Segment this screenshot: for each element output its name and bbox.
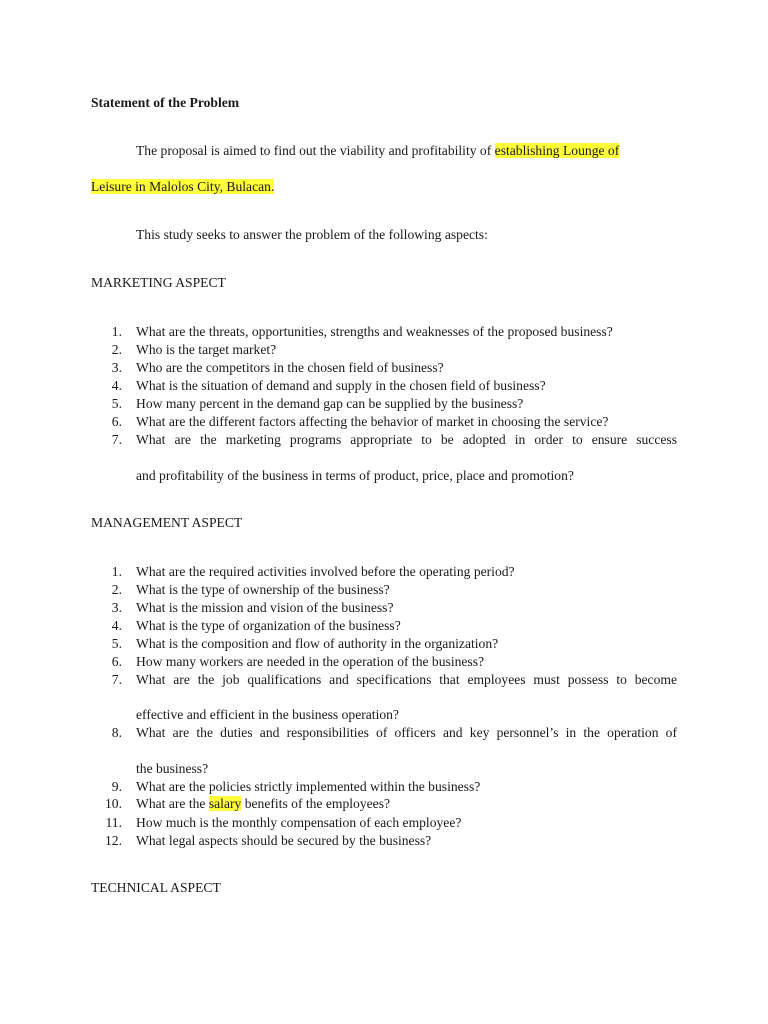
- list-text-continuation: effective and efficient in the business operation?: [136, 707, 399, 722]
- list-item: [0, 360, 768, 378]
- list-item: [0, 672, 768, 690]
- list-number: 6.: [111, 654, 122, 669]
- list-number: 1.: [111, 324, 122, 339]
- list-text: How many workers are needed in the operation of the business?: [136, 654, 485, 669]
- list-text: What are the policies strictly implemented within the business?: [136, 779, 481, 794]
- list-text: What are the duties and responsibilities of officers and key personnel’s in the operation of: [136, 725, 677, 740]
- list-number: 4.: [111, 618, 122, 633]
- list-number: 12.: [105, 833, 122, 848]
- list-text: What legal aspects should be secured by the business?: [136, 833, 432, 848]
- study-paragraph: This study seeks to answer the problem of the following aspects:: [136, 227, 488, 242]
- list-number: 7.: [111, 432, 122, 447]
- list-number: 9.: [111, 779, 122, 794]
- list-item: [0, 833, 768, 851]
- list-item: [0, 342, 768, 360]
- document-title: Statement of the Problem: [91, 95, 240, 110]
- list-text: Who is the target market?: [136, 342, 277, 357]
- list-item: [0, 564, 768, 582]
- list-number: 6.: [111, 414, 122, 429]
- management-heading: MANAGEMENT ASPECT: [91, 515, 243, 530]
- list-number: 3.: [111, 360, 122, 375]
- highlighted-text: Leisure in Malolos City, Bulacan.: [91, 179, 275, 194]
- list-text: What are the job qualifications and specifications that employees must possess to become: [136, 672, 677, 687]
- highlighted-text: establishing Lounge of: [494, 143, 620, 158]
- list-text: How many percent in the demand gap can be supplied by the business?: [136, 396, 524, 411]
- list-text: What are the different factors affecting the behavior of market in choosing the service?: [136, 414, 609, 429]
- list-text-after: benefits of the employees?: [241, 796, 391, 811]
- marketing-heading: MARKETING ASPECT: [91, 275, 226, 290]
- list-number: 5.: [111, 636, 122, 651]
- list-text: What is the situation of demand and supply in the chosen field of business?: [136, 378, 546, 393]
- list-text: What is the type of ownership of the business?: [136, 582, 390, 597]
- list-text: What is the mission and vision of the business?: [136, 600, 394, 615]
- list-text: What are the threats, opportunities, strengths and weaknesses of the proposed business?: [136, 324, 613, 339]
- list-text: How much is the monthly compensation of each employee?: [136, 815, 462, 830]
- highlighted-text: salary: [208, 796, 242, 811]
- list-item: [0, 414, 768, 432]
- list-number: 4.: [111, 378, 122, 393]
- list-number: 3.: [111, 600, 122, 615]
- list-item: [0, 582, 768, 600]
- list-item: [0, 636, 768, 654]
- list-number: 11.: [105, 815, 122, 830]
- list-number: 1.: [111, 564, 122, 579]
- list-item: [0, 796, 768, 814]
- list-item: [0, 815, 768, 833]
- list-item: [0, 432, 768, 450]
- list-text-continuation: the business?: [136, 761, 209, 776]
- list-item: [0, 654, 768, 672]
- list-item: [0, 324, 768, 342]
- list-number: 2.: [111, 342, 122, 357]
- list-item: [0, 725, 768, 743]
- list-number: 7.: [111, 672, 122, 687]
- list-text-before: What are the: [136, 796, 209, 811]
- list-item: [0, 396, 768, 414]
- intro-text: The proposal is aimed to find out the viability and profitability of: [136, 143, 495, 158]
- list-number: 10.: [105, 796, 122, 811]
- list-text: Who are the competitors in the chosen field of business?: [136, 360, 444, 375]
- list-text: What are the marketing programs appropriate to be adopted in order to ensure success: [136, 432, 677, 447]
- intro-paragraph-line2: [91, 179, 274, 195]
- intro-paragraph-line1: [136, 143, 619, 159]
- list-text-continuation: and profitability of the business in terms of product, price, place and promotion?: [136, 468, 574, 483]
- list-item: [0, 378, 768, 396]
- list-number: 5.: [111, 396, 122, 411]
- list-item: [0, 618, 768, 636]
- list-text: What is the composition and flow of authority in the organization?: [136, 636, 499, 651]
- list-text: [136, 796, 677, 812]
- list-item: [0, 779, 768, 797]
- technical-heading: TECHNICAL ASPECT: [91, 880, 221, 895]
- list-text: What are the required activities involved before the operating period?: [136, 564, 515, 579]
- list-item: [0, 600, 768, 618]
- list-number: 8.: [111, 725, 122, 740]
- list-number: 2.: [111, 582, 122, 597]
- list-text: What is the type of organization of the business?: [136, 618, 401, 633]
